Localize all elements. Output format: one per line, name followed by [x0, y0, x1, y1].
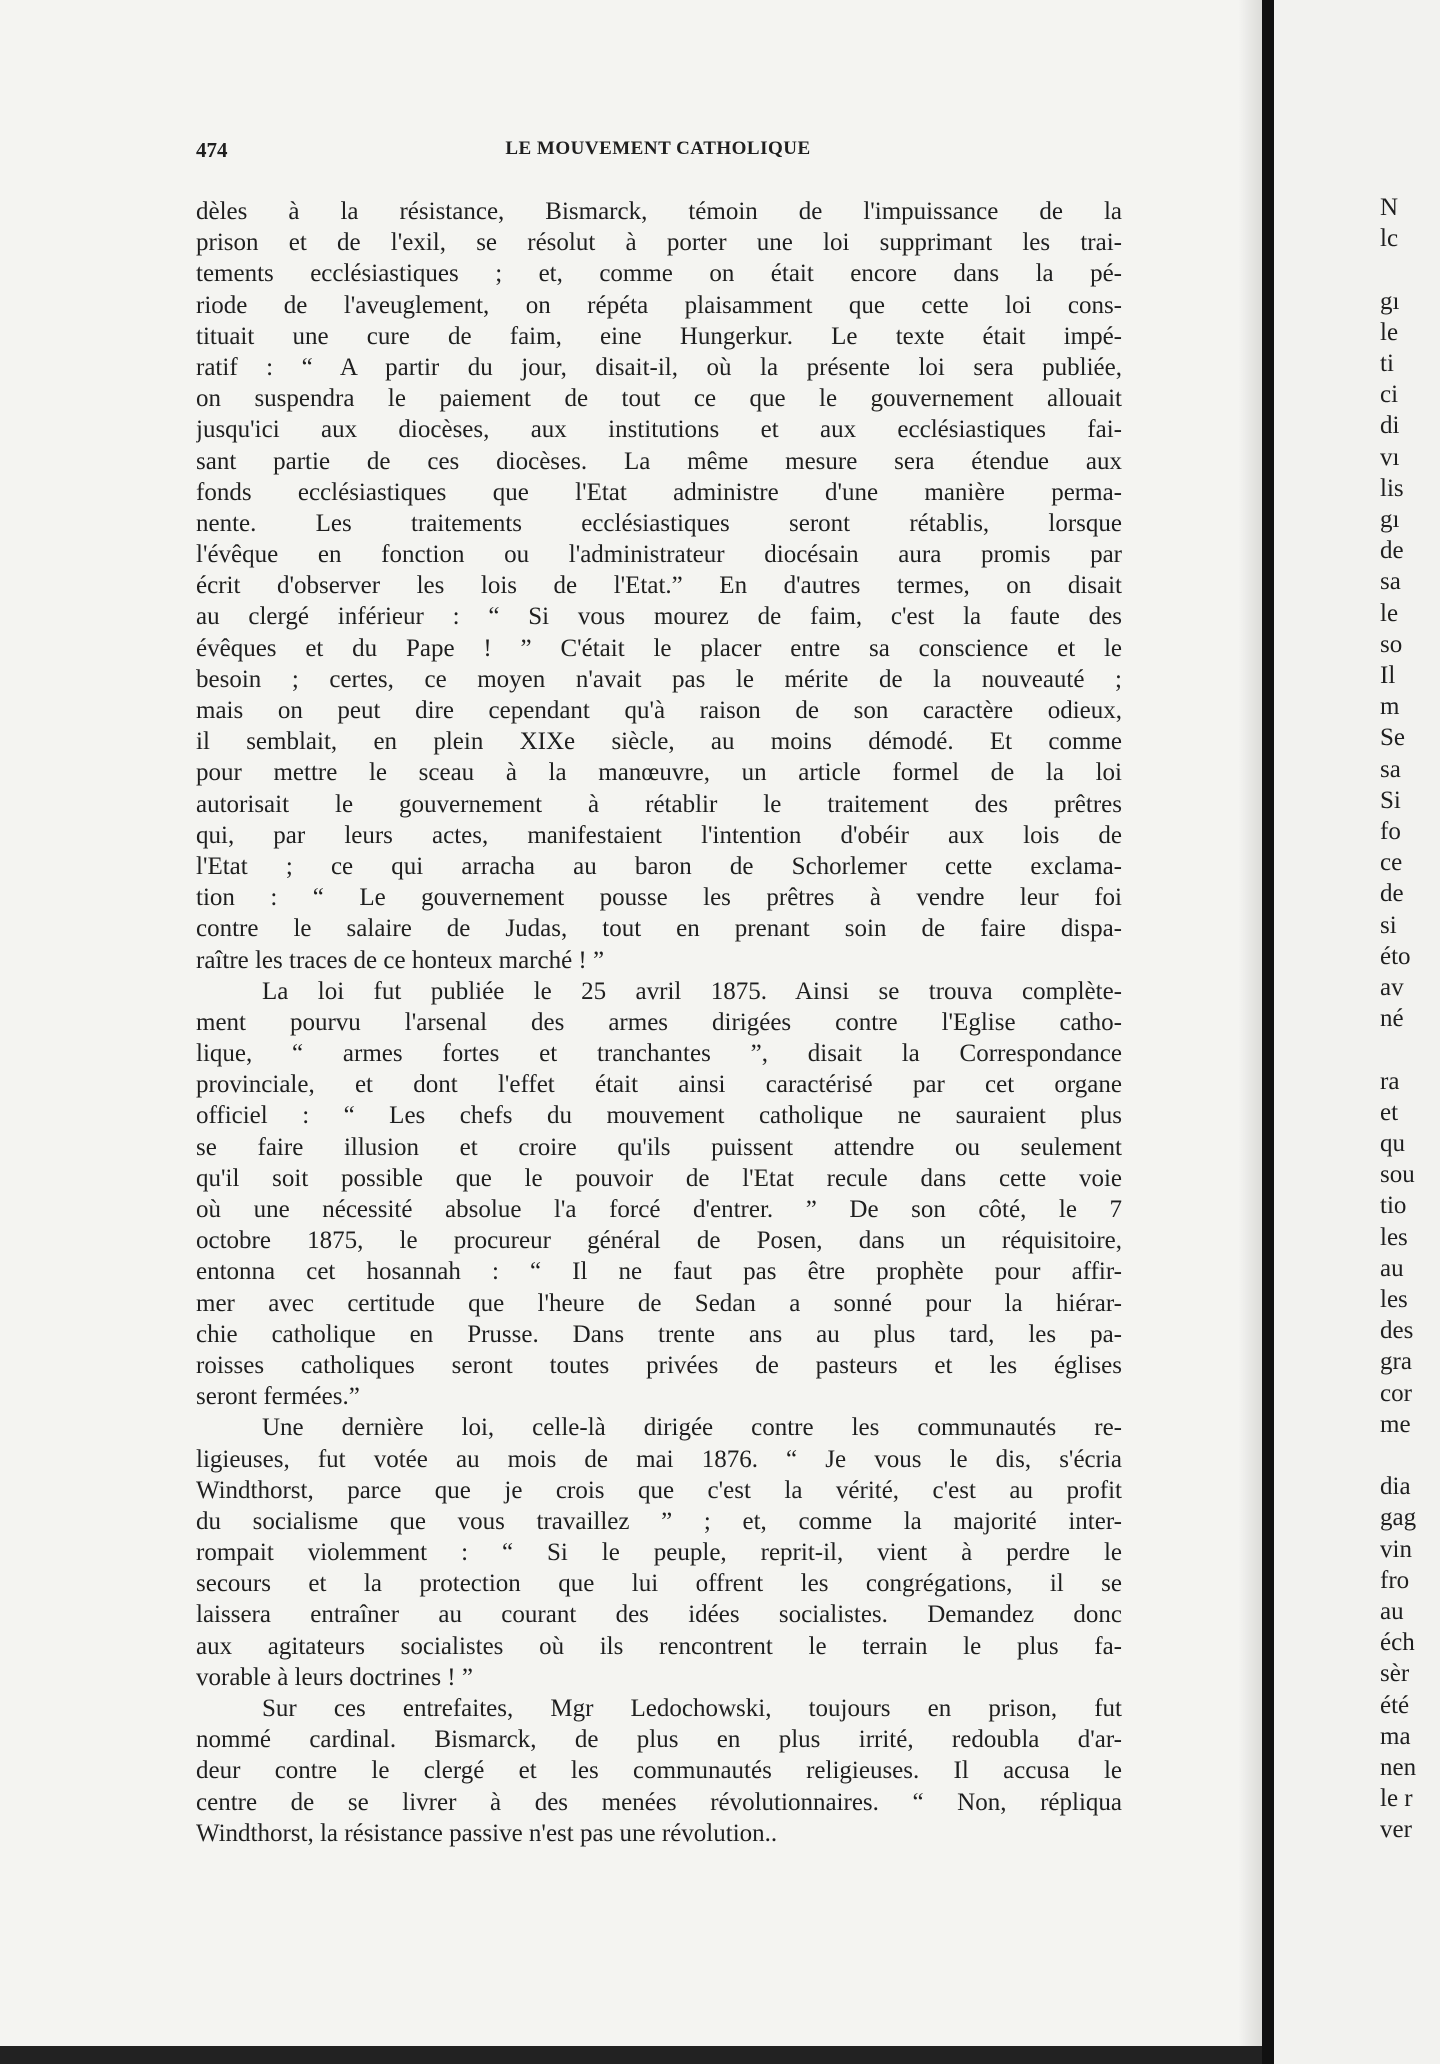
facing-page-fragment: so: [1380, 630, 1403, 658]
text-line: aux agitateurs socialistes où ils rencontrent le terrain le plus fa-: [196, 1632, 1122, 1660]
text-line: jusqu'ici aux diocèses, aux institutions et aux ecclésiastiques fai-: [196, 416, 1122, 444]
facing-page-fragment: de: [1380, 537, 1404, 565]
text-line: rompait violemment : “ Si le peuple, reprit-il, vient à perdre le: [196, 1539, 1122, 1567]
text-line: pour mettre le sceau à la manœuvre, un article formel de la loi: [196, 759, 1122, 787]
facing-page-fragment: dia: [1380, 1473, 1411, 1501]
text-line: nommé cardinal. Bismarck, de plus en plus irrité, redoubla d'ar-: [196, 1726, 1122, 1754]
text-line: tion : “ Le gouvernement pousse les prêtres à vendre leur foi: [196, 884, 1122, 912]
facing-page-fragment: et: [1380, 1098, 1399, 1126]
text-line: fonds ecclésiastiques que l'Etat administre d'une manière perma-: [196, 478, 1122, 506]
facing-page-fragment: gı: [1380, 506, 1400, 533]
text-line: raître les traces de ce honteux marché ! ”: [196, 946, 605, 974]
facing-page-fragment: gra: [1380, 1348, 1412, 1376]
text-line: ratif : “ A partir du jour, disait-il, où la présente loi sera publiée,: [196, 353, 1122, 381]
text-line: se faire illusion et croire qu'ils puissent attendre ou seulement: [196, 1133, 1122, 1161]
body-text: [196, 196, 1122, 1849]
book-gutter: [1262, 0, 1274, 2064]
facing-page-fragment: gı: [1380, 287, 1400, 315]
text-line: écrit d'observer les lois de l'Etat.” En d'autres termes, on disait: [196, 572, 1122, 600]
text-line: qu'il soit possible que le pouvoir de l'Etat recule dans cette voie: [196, 1164, 1122, 1192]
facing-page-fragment: cor: [1380, 1379, 1412, 1407]
facing-page-fragment: tio: [1380, 1192, 1407, 1220]
facing-page-fragment: sèr: [1380, 1660, 1410, 1688]
text-line: prison et de l'exil, se résolut à porter une loi supprimant les trai-: [196, 229, 1122, 257]
facing-page-fragment: né: [1380, 1005, 1404, 1033]
facing-page-fragment: m: [1380, 693, 1400, 721]
text-line: deur contre le clergé et les communautés religieuses. Il accusa le: [196, 1757, 1122, 1785]
text-line: ligieuses, fut votée au mois de mai 1876. “ Je vous le dis, s'écria: [196, 1445, 1122, 1473]
facing-page-fragment: fo: [1380, 818, 1401, 845]
facing-page-fragment: lc: [1380, 225, 1399, 253]
page-number: 474: [196, 138, 228, 162]
text-line: centre de se livrer à des menées révolutionnaires. “ Non, répliqua: [196, 1788, 1122, 1816]
text-line: provinciale, et dont l'effet était ainsi caractérisé par cet organe: [196, 1071, 1122, 1099]
facing-page-fragment: ce: [1380, 849, 1403, 877]
facing-page-fragment: ver: [1380, 1816, 1412, 1844]
text-line: riode de l'aveuglement, on répéta plaisamment que cette loi cons-: [196, 291, 1122, 319]
text-line: on suspendra le paiement de tout ce que le gouvernement allouait: [196, 385, 1122, 413]
facing-page-fragment: av: [1380, 974, 1404, 1001]
text-line: seront fermées.”: [196, 1383, 360, 1411]
text-line: l'Etat ; ce qui arracha au baron de Schorlemer cette exclama-: [196, 852, 1122, 880]
facing-page-fragment: Si: [1380, 786, 1401, 814]
text-line: laissera entraîner au courant des idées socialistes. Demandez donc: [196, 1601, 1122, 1629]
facing-page-fragment: sa: [1380, 568, 1401, 596]
text-line: ment pourvu l'arsenal des armes dirigées contre l'Eglise catho-: [196, 1008, 1122, 1036]
text-line: mais on peut dire cependant qu'à raison de son caractère odieux,: [196, 697, 1122, 724]
facing-page-fragment: qu: [1380, 1130, 1405, 1157]
text-line: secours et la protection que lui offrent les congrégations, il se: [196, 1570, 1122, 1598]
facing-page-fragment: ti: [1380, 350, 1394, 377]
facing-page-fragment: gag: [1380, 1504, 1417, 1532]
text-line: qui, par leurs actes, manifestaient l'intention d'obéir aux lois de: [196, 821, 1122, 849]
facing-page-fragment: sa: [1380, 755, 1401, 783]
text-line: au clergé inférieur : “ Si vous mourez de faim, c'est la faute des: [196, 603, 1122, 631]
text-line: nente. Les traitements ecclésiastiques seront rétablis, lorsque: [196, 509, 1122, 537]
text-line: besoin ; certes, ce moyen n'avait pas le mérite de la nouveauté ;: [196, 665, 1122, 693]
facing-page-fragment: les: [1380, 1223, 1408, 1251]
text-line: Windthorst, parce que je crois que c'est la vérité, c'est au profit: [196, 1476, 1122, 1504]
text-line: officiel : “ Les chefs du mouvement catholique ne sauraient plus: [196, 1102, 1122, 1130]
text-line: lique, “ armes fortes et tranchantes ”, disait la Correspondance: [196, 1040, 1122, 1068]
facing-page-fragment: Il: [1380, 662, 1396, 689]
facing-page-fragment: si: [1380, 911, 1397, 939]
facing-page-fragment: fro: [1380, 1566, 1410, 1594]
facing-page-fragment: Se: [1380, 724, 1405, 752]
facing-page-fragment: ci: [1380, 381, 1399, 409]
text-line: tituait une cure de faim, eine Hungerkur. Le texte était impé-: [196, 322, 1122, 350]
facing-page-fragment: éto: [1380, 942, 1411, 970]
facing-page-fragment: sou: [1380, 1161, 1415, 1189]
text-line: Une dernière loi, celle-là dirigée contre les communautés re-: [262, 1414, 1122, 1442]
facing-page-fragment: des: [1380, 1317, 1414, 1345]
facing-page-fragment: vı: [1380, 443, 1400, 471]
facing-page-fragment: éch: [1380, 1629, 1415, 1657]
facing-page-fragment: vin: [1380, 1535, 1412, 1563]
text-line: chie catholique en Prusse. Dans trente ans au plus tard, les pa-: [196, 1320, 1122, 1348]
running-head: LE MOUVEMENT CATHOLIQUE: [505, 138, 811, 159]
text-line: il semblait, en plein XIXe siècle, au moins démodé. Et comme: [196, 728, 1122, 756]
text-line: Windthorst, la résistance passive n'est pas une révolution..: [196, 1819, 778, 1847]
facing-page-fragment: le: [1380, 599, 1399, 627]
facing-page-fragment: ma: [1380, 1722, 1411, 1750]
page-header: [196, 138, 1120, 170]
text-line: sant partie de ces diocèses. La même mesure sera étendue aux: [196, 447, 1122, 475]
facing-page-fragment: les: [1380, 1286, 1408, 1313]
facing-page-fragment: au: [1380, 1598, 1404, 1625]
text-line: octobre 1875, le procureur général de Posen, dans un réquisitoire,: [196, 1227, 1122, 1255]
facing-page-fragment: di: [1380, 412, 1400, 440]
text-line: l'évêque en fonction ou l'administrateur diocésain aura promis par: [196, 541, 1122, 569]
facing-page-fragment: ra: [1380, 1067, 1400, 1095]
text-line: vorable à leurs doctrines ! ”: [196, 1663, 473, 1691]
facing-page-fragment: nen: [1380, 1754, 1417, 1781]
facing-page-fragment: lis: [1380, 474, 1404, 502]
gutter-shadow: [1238, 0, 1262, 2064]
text-line: entonna cet hosannah : “ Il ne faut pas être prophète pour affir-: [196, 1258, 1122, 1286]
text-line: où une nécessité absolue l'a forcé d'entrer. ” De son côté, le 7: [196, 1196, 1122, 1223]
page-bottom-edge: [0, 2046, 1262, 2064]
text-line: du socialisme que vous travaillez ” ; et, comme la majorité inter-: [196, 1507, 1122, 1535]
facing-page-fragment: le: [1380, 318, 1399, 346]
text-line: contre le salaire de Judas, tout en prenant soin de faire dispa-: [196, 915, 1122, 943]
facing-page-fragment: N: [1380, 194, 1399, 221]
text-line: autorisait le gouvernement à rétablir le traitement des prêtres: [196, 790, 1122, 818]
facing-page-fragment: au: [1380, 1254, 1404, 1282]
facing-page-fragments: [1380, 192, 1440, 1846]
text-line: évêques et du Pape ! ” C'était le placer entre sa conscience et le: [196, 634, 1122, 662]
text-line: La loi fut publiée le 25 avril 1875. Ainsi se trouva complète-: [262, 977, 1122, 1005]
facing-page-fragment: été: [1380, 1691, 1410, 1719]
facing-page-fragment: me: [1380, 1410, 1411, 1438]
text-line: roisses catholiques seront toutes privées de pasteurs et les églises: [196, 1351, 1122, 1379]
text-line: tements ecclésiastiques ; et, comme on était encore dans la pé-: [196, 260, 1122, 288]
facing-page-fragment: le r: [1380, 1785, 1413, 1813]
text-line: dèles à la résistance, Bismarck, témoin de l'impuissance de la: [196, 198, 1122, 225]
facing-page-fragment: de: [1380, 880, 1404, 908]
text-line: mer avec certitude que l'heure de Sedan a sonné pour la hiérar-: [196, 1289, 1122, 1317]
text-line: Sur ces entrefaites, Mgr Ledochowski, toujours en prison, fut: [262, 1695, 1122, 1722]
